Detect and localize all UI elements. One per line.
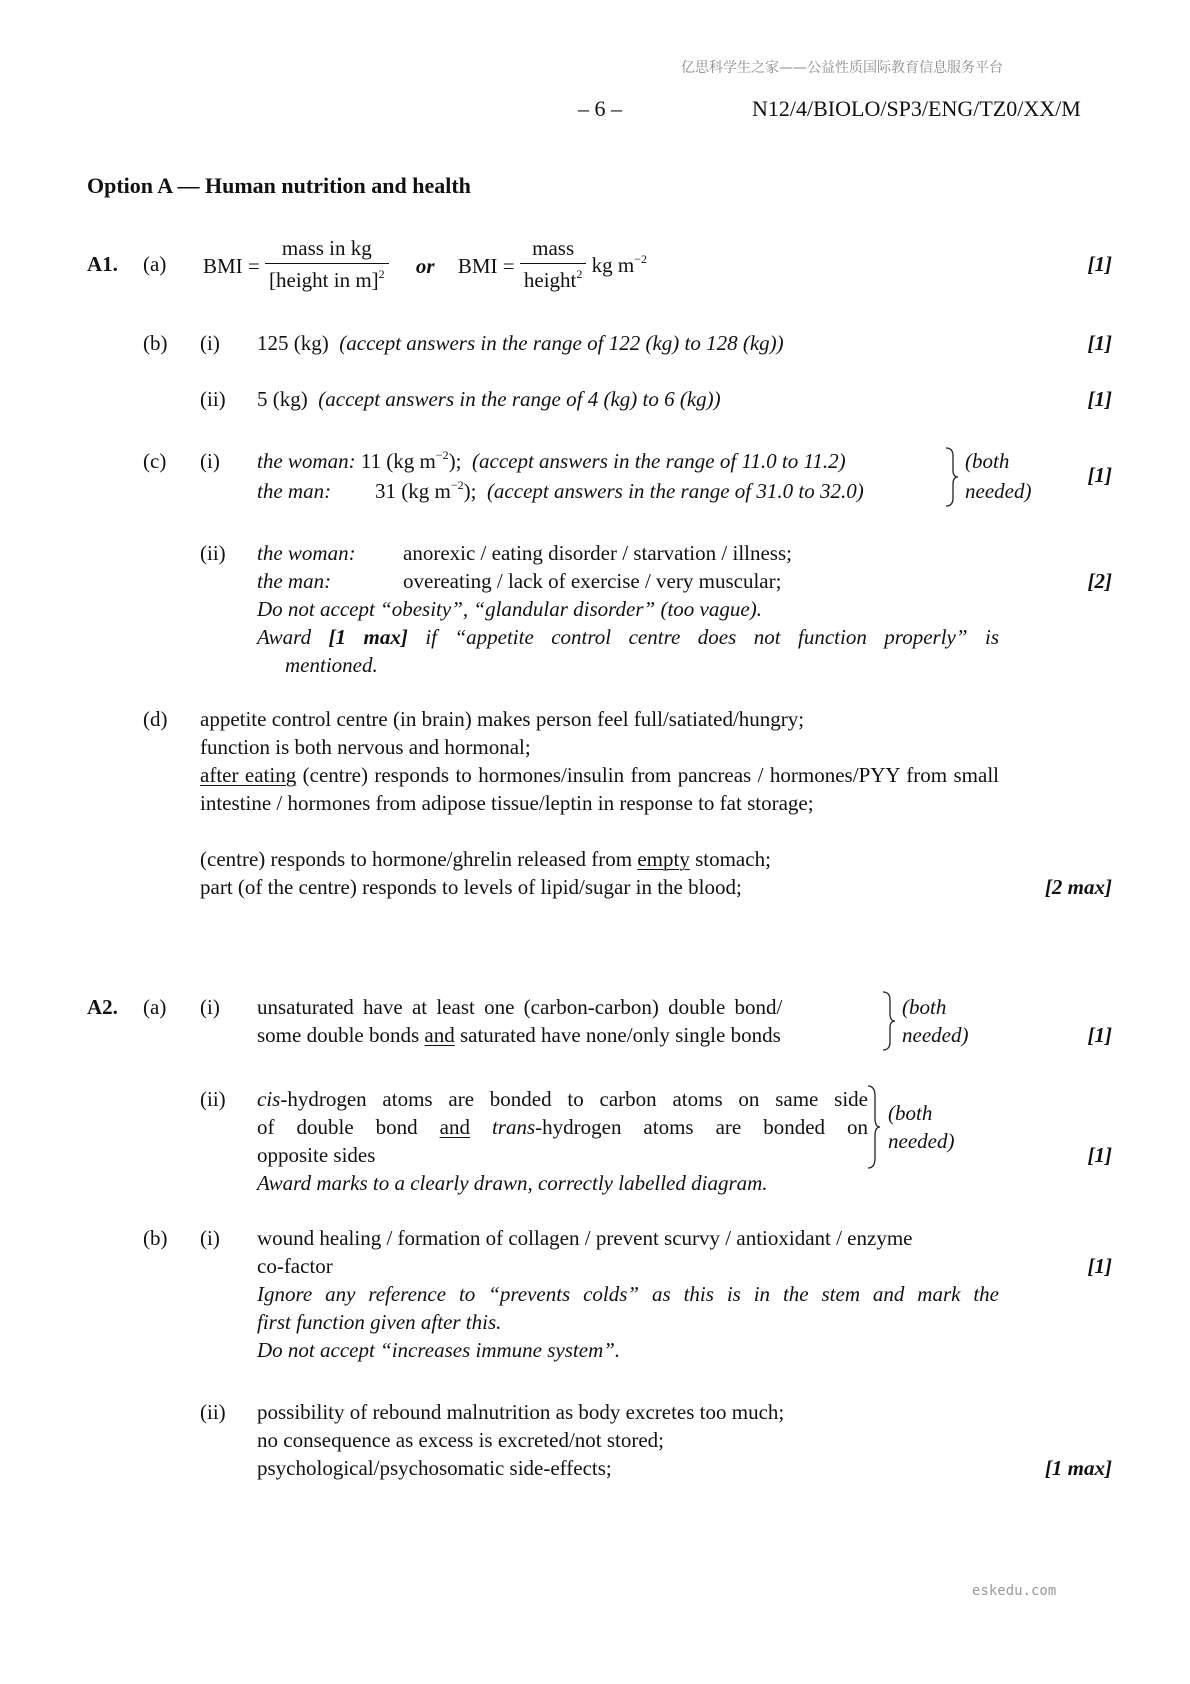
part-label: (c) [143, 449, 167, 473]
right-brace-icon [866, 1084, 882, 1170]
subpart-label: (i) [200, 995, 220, 1019]
watermark-bottom: eskedu.com [972, 1583, 1057, 1599]
mark: [1] [1087, 1023, 1112, 1047]
mark: [1 max] [1044, 1456, 1112, 1480]
both-needed-note: (both [888, 1101, 933, 1125]
marking-note: Do not accept “increases immune system”. [257, 1338, 621, 1362]
both-needed-note: needed) [965, 479, 1032, 503]
answer-line: part (of the centre) responds to levels of lipid/sugar in the blood; [200, 875, 742, 899]
part-label: (d) [143, 707, 168, 731]
part-label: (a) [143, 252, 167, 276]
section-title: Option A — Human nutrition and health [87, 173, 471, 198]
right-brace-icon [944, 446, 960, 508]
answer-paragraph: after eating (centre) responds to hormones/insulin from pancreas / hormones/PYY from small intestine / hormones from adipose tissue/leptin in response to fat storage; [200, 763, 999, 815]
bmi-formula [203, 233, 647, 299]
marking-note: Award [1 max] if “appetite control centre does not function properly” is [257, 625, 999, 649]
both-needed-note: (both [965, 449, 1010, 473]
fraction-numerator: mass [520, 233, 587, 264]
answer-text: overeating / lack of exercise / very muscular; [403, 569, 782, 593]
answer-line: function is both nervous and hormonal; [200, 735, 531, 759]
answer-line: unsaturated have at least one (carbon-carbon) double bond/ [257, 995, 783, 1019]
answer-line: psychological/psychosomatic side-effects; [257, 1456, 612, 1480]
right-brace-icon [881, 990, 897, 1052]
answer-line: 5 (kg) (accept answers in the range of 4 (kg) to 6 (kg)) [257, 387, 721, 411]
answer-text: anorexic / eating disorder / starvation / illness; [403, 541, 792, 565]
mark: [1] [1087, 252, 1112, 276]
answer-line: co-factor [257, 1254, 333, 1278]
watermark-top: 亿思科学生之家——公益性质国际教育信息服务平台 [681, 60, 1003, 76]
fraction-denominator: [height in m]$^2$ [269, 267, 385, 292]
subpart-label: (ii) [200, 1087, 226, 1111]
subpart-label: (ii) [200, 387, 226, 411]
subpart-label: (i) [200, 331, 220, 355]
page-number: – 6 – [578, 96, 622, 121]
answer-label: the man: [257, 569, 332, 593]
answer-line: (centre) responds to hormone/ghrelin released from empty stomach; [200, 847, 771, 871]
mark: [1] [1087, 387, 1112, 411]
part-label: (a) [143, 995, 167, 1019]
subpart-label: (ii) [200, 541, 226, 565]
answer-line: the woman: 11 (kg $m^{-2}$); (accept answers in the range of 11.0 to 11.2) [257, 448, 846, 473]
mark: [1] [1087, 1254, 1112, 1278]
part-label: (b) [143, 331, 168, 355]
answer-line: opposite sides [257, 1143, 376, 1167]
answer-label: the woman: [257, 541, 356, 565]
mark: [2] [1087, 569, 1112, 593]
bmi-label: BMI = [457, 254, 515, 278]
marking-note: mentioned. [285, 653, 378, 677]
answer-line: appetite control centre (in brain) makes person feel full/satiated/hungry; [200, 707, 805, 731]
fraction-numerator: mass in kg [265, 233, 389, 264]
answer-line: some double bonds and saturated have none/only single bonds [257, 1023, 781, 1047]
both-needed-note: needed) [888, 1129, 955, 1153]
mark: [1] [1087, 331, 1112, 355]
marking-note: Award marks to a clearly drawn, correctly labelled diagram. [257, 1171, 768, 1195]
question-label-a2: A2. [87, 995, 118, 1019]
mark: [1] [1087, 463, 1112, 487]
mark: [1] [1087, 1143, 1112, 1167]
question-label-a1: A1. [87, 252, 118, 276]
answer-line: 31 (kg $m^{-2}$); (accept answers in the range of 31.0 to 32.0) [375, 478, 864, 503]
marking-note: Do not accept “obesity”, “glandular disorder” (too vague). [257, 597, 762, 621]
part-label: (b) [143, 1226, 168, 1250]
answer-line: 125 (kg) (accept answers in the range of 122 (kg) to 128 (kg)) [257, 331, 784, 355]
answer-line: of double bond and trans-hydrogen atoms are bonded on [257, 1115, 869, 1139]
bmi-fraction-2 [520, 233, 587, 299]
marking-note: Ignore any reference to “prevents colds” as this is in the stem and mark the [257, 1282, 999, 1306]
subpart-label: (i) [200, 449, 220, 473]
answer-line: cis-hydrogen atoms are bonded to carbon atoms on same side [257, 1087, 868, 1111]
mark: [2 max] [1044, 875, 1112, 899]
subpart-label: (ii) [200, 1400, 226, 1424]
answer-line: wound healing / formation of collagen / prevent scurvy / antioxidant / enzyme [257, 1226, 913, 1250]
marking-note: first function given after this. [257, 1310, 502, 1334]
answer-line: possibility of rebound malnutrition as body excretes too much; [257, 1400, 785, 1424]
or-connector: or [415, 254, 435, 278]
answer-line: the man: [257, 479, 332, 503]
bmi-unit: kg $m^{-2}$ [591, 251, 647, 277]
subpart-label: (i) [200, 1226, 220, 1250]
fraction-denominator: height$^2$ [523, 267, 583, 292]
both-needed-note: needed) [902, 1023, 969, 1047]
document-code: N12/4/BIOLO/SP3/ENG/TZ0/XX/M [752, 96, 1081, 121]
both-needed-note: (both [902, 995, 947, 1019]
bmi-fraction-1 [265, 233, 389, 299]
bmi-label: BMI = [203, 254, 260, 278]
answer-line: no consequence as excess is excreted/not stored; [257, 1428, 665, 1452]
